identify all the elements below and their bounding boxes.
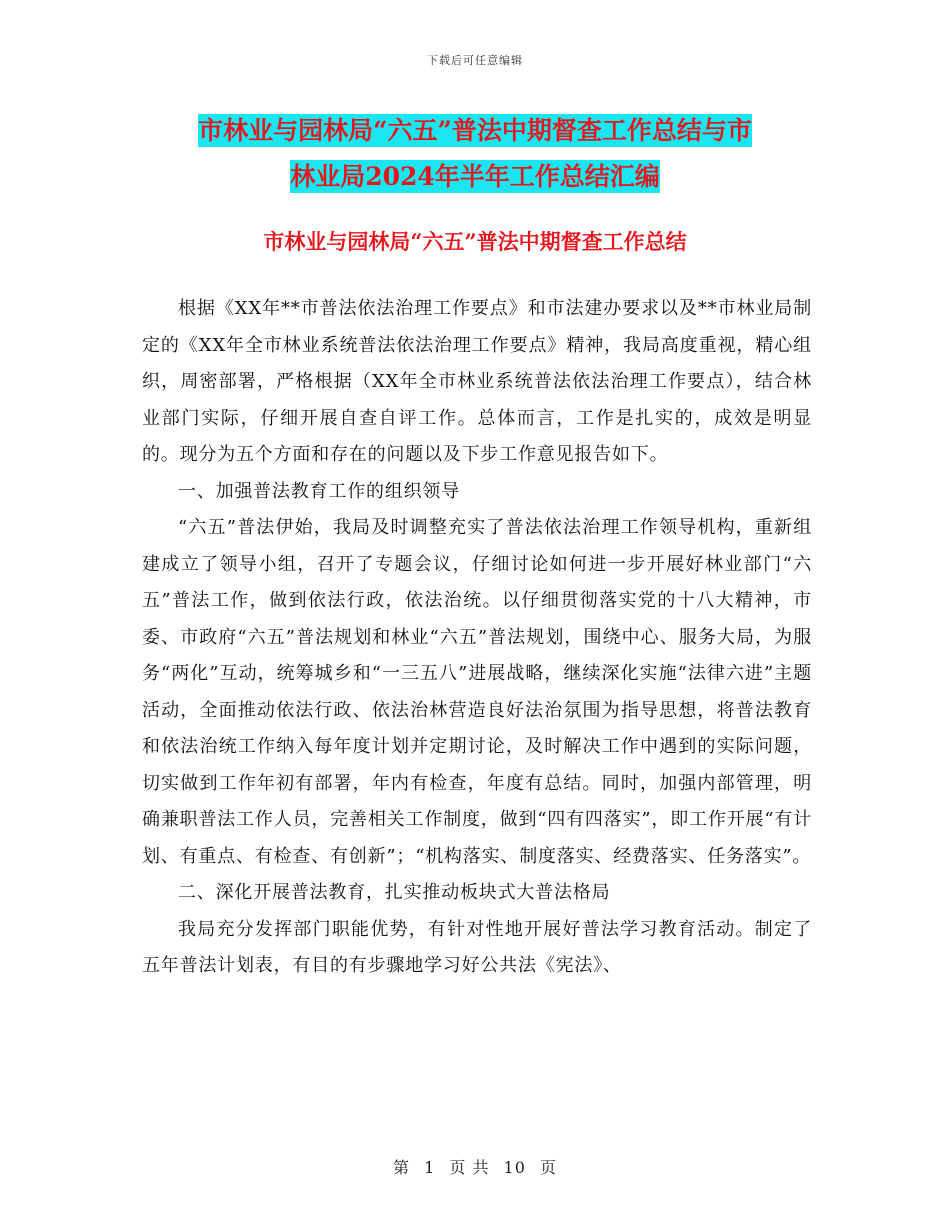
paragraph-section-1: “六五”普法伊始，我局及时调整充实了普法依法治理工作领导机构，重新组建成立了领导小组，召开了专题会议，仔细讨论如何进一步开展好林业部门“六五”普法工作，做到依法行政，依法治统。以仔细贯彻落实党的十八大精神，市委、市政府“六五”普法规划和林业“六五”普法规划，围绕中心、服务大局，为服务“两化”互动，统筹城乡和“一三五八”进展战略，继续深化实施“法律六进”主题活动，全面推动依法行政、依法治林营造良好法治氛围为指导思想，将普法教育和依法治统工作纳入每年度计划并定期讨论，及时解决工作中遇到的实际问题，切实做到工作年初有部署，年内有检查，年度有总结。同时，加强内部管理，明确兼职普法工作人员，完善相关工作制度，做到“四有四落实”，即工作开展“有计划、有重点、有检查、有创新”；“机构落实、制度落实、经费落实、任务落实”。 — [142, 517, 812, 867]
section-title: 市林业与园林局“六五”普法中期督查工作总结 — [263, 229, 687, 254]
page-label-suffix: 页 — [540, 1158, 558, 1177]
document-title-line-2: 林业局2024年半年工作总结汇编 — [290, 162, 660, 191]
page-label-mid: 页 共 — [449, 1158, 490, 1177]
page-number-footer — [0, 1155, 950, 1178]
page-current-number: 1 — [424, 1158, 436, 1177]
heading-section-1: 一、加强普法教育工作的组织领导 — [178, 480, 460, 502]
document-title — [130, 108, 820, 200]
paragraph-intro: 根据《XX年**市普法依法治理工作要点》和市法建办要求以及**市林业局制定的《XX年全市林业系统普法依法治理工作要点》精神，我局高度重视，精心组织，周密部署，严格根据（XX年全市林业系统普法依法治理工作要点），结合林业部门实际，仔细开展自查自评工作。总体而言，工作是扎实的，成效是明显的。现分为五个方面和存在的问题以及下步工作意见报告如下。 — [142, 298, 812, 465]
heading-section-2: 二、深化开展普法教育，扎实推动板块式大普法格局 — [178, 882, 611, 903]
document-title-line-1: 市林业与园林局“六五”普法中期督查工作总结与市 — [198, 116, 752, 145]
document-body — [142, 291, 812, 985]
paragraph-section-2: 我局充分发挥部门职能优势，有针对性地开展好普法学习教育活动。制定了五年普法计划表，有目的有步骤地学习好公共法《宪法》、 — [142, 918, 812, 976]
page-total-number: 10 — [503, 1158, 526, 1177]
page-label-prefix: 第 — [392, 1158, 410, 1177]
page-header-note: 下载后可任意编辑 — [427, 54, 523, 67]
